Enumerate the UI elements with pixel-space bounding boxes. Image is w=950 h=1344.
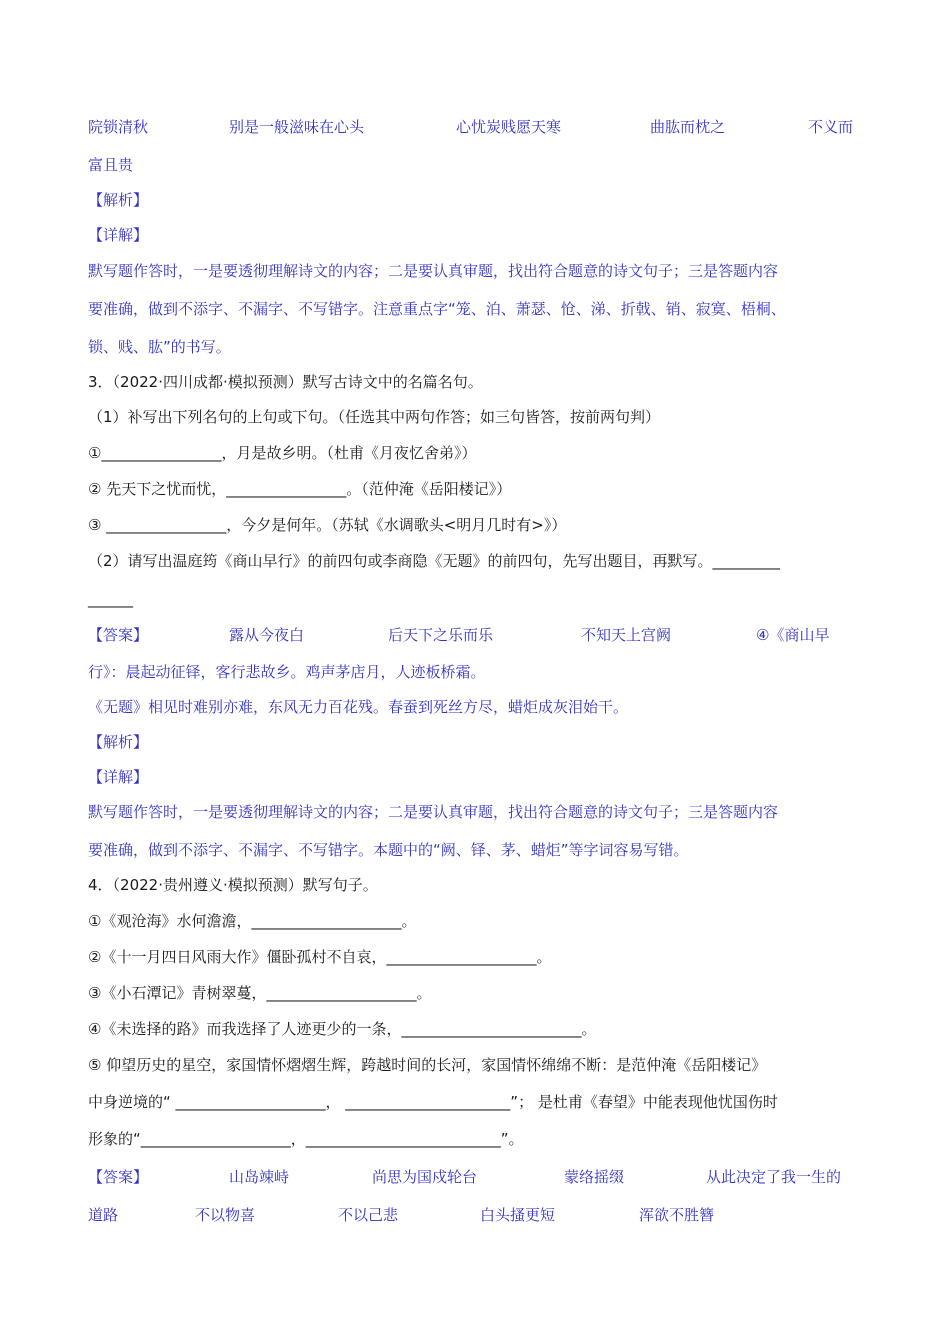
detail-tag: 【详解】 [88, 768, 149, 786]
analysis-tag: 【解析】 [88, 191, 149, 209]
question-item: ②《十一月四日风雨大作》僵卧孤村不自哀，____________________。 [88, 948, 552, 966]
answer-blank: ______ [88, 590, 133, 608]
answer-tag: 【答案】 [88, 626, 149, 644]
answer-item: 不以物喜 [195, 1206, 256, 1224]
question-item: 中身逆境的“ ____________________， ______________________”； 是杜甫《春望》中能表现他忧国伤时 [88, 1093, 778, 1111]
detail-text: 默写题作答时，一是要透彻理解诗文的内容；二是要认真审题，找出符合题意的诗文句子；三是答题内容 [88, 262, 779, 280]
question-item: ④《未选择的路》而我选择了人迹更少的一条，________________________。 [88, 1020, 597, 1038]
question-title-4: 4．（2022·贵州遵义·模拟预测）默写句子。 [88, 876, 378, 894]
question-item: ③ ________________，今夕是何年。（苏轼《水调歌头<明月几时有>》） [88, 516, 567, 534]
answer-item: 院锁清秋 [88, 118, 149, 136]
detail-text: 要准确，做到不添字、不漏字、不写错字。本题中的“阙、铎、茅、蜡炬”等字词容易写错。 [88, 841, 689, 859]
question-item: ③《小石潭记》青树翠蔓，____________________。 [88, 984, 432, 1002]
detail-text: 默写题作答时，一是要透彻理解诗文的内容；二是要认真审题，找出符合题意的诗文句子；三是答题内容 [88, 803, 779, 821]
answer-item: 露从今夜白 [229, 626, 305, 644]
question-sub-2: （2）请写出温庭筠《商山早行》的前四句或李商隐《无题》的前四句，先写出题目，再默写。_________ [88, 552, 781, 570]
detail-tag: 【详解】 [88, 226, 149, 244]
answer-item: 不义而 [808, 118, 854, 136]
answer-item: ④《商山早 [756, 626, 830, 644]
detail-text: 锁、贱、肱”的书写。 [88, 338, 231, 356]
answer-item: 山岛竦峙 [229, 1168, 290, 1186]
answer-item: 心忧炭贱愿天寒 [456, 118, 562, 136]
question-item: ①《观沧海》水何澹澹，____________________。 [88, 912, 417, 930]
answer-text: 行》：晨起动征铎，客行悲故乡。鸡声茅店月，人迹板桥霜。 [88, 663, 486, 681]
answer-item: 蒙络摇缀 [564, 1168, 625, 1186]
answer-text: 《无题》相见时难别亦难，东风无力百花残。春蚕到死丝方尽，蜡炬成灰泪始干。 [88, 698, 629, 716]
question-item: 形象的“____________________，__________________________”。 [88, 1130, 524, 1148]
question-item: ② 先天下之忧而忧，________________。（范仲淹《岳阳楼记》） [88, 480, 512, 498]
detail-text: 要准确，做到不添字、不漏字、不写错字。注意重点字“笼、泊、萧瑟、怆、涕、折戟、销、寂寞、梧桐、 [88, 300, 786, 318]
answer-item: 曲肱而枕之 [650, 118, 726, 136]
answer-item: 不以己悲 [338, 1206, 399, 1224]
answer-item: 白头搔更短 [480, 1206, 556, 1224]
answer-item: 浑欲不胜簪 [639, 1206, 715, 1224]
answer-item: 不知天上宫阙 [581, 626, 672, 644]
question-title-3: 3．（2022·四川成都·模拟预测）默写古诗文中的名篇名句。 [88, 373, 483, 391]
answer-continuation: 富且贵 [88, 156, 134, 174]
answer-item: 后天下之乐而乐 [388, 626, 494, 644]
question-item: ①________________，月是故乡明。（杜甫《月夜忆舍弟》） [88, 444, 477, 462]
answer-tag: 【答案】 [88, 1168, 149, 1186]
answer-item: 从此决定了我一生的 [706, 1168, 842, 1186]
answer-item: 尚思为国戍轮台 [372, 1168, 478, 1186]
answer-item: 别是一般滋味在心头 [229, 118, 365, 136]
analysis-tag: 【解析】 [88, 733, 149, 751]
question-item: ⑤ 仰望历史的星空，家国情怀熠熠生辉，跨越时间的长河，家国情怀绵绵不断：是范仲淹《岳阳楼记》 [88, 1056, 767, 1074]
question-sub-1: （1）补写出下列名句的上句或下句。（任选其中两句作答；如三句皆答，按前两句判） [88, 408, 661, 426]
answer-item: 道路 [88, 1206, 119, 1224]
